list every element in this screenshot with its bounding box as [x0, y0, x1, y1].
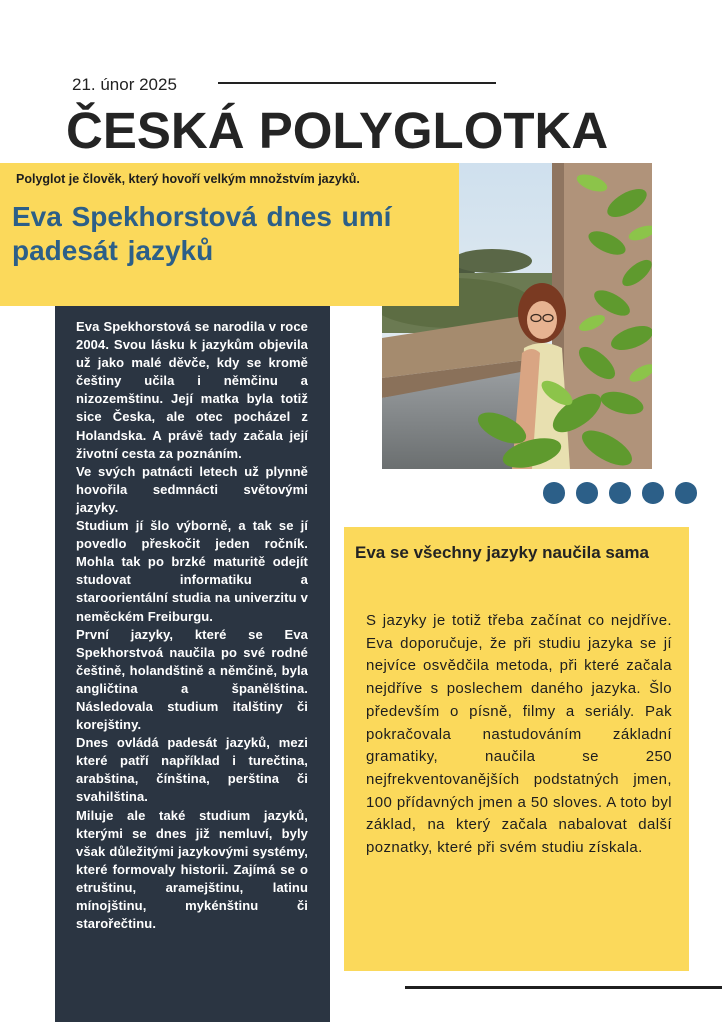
date-divider [218, 82, 496, 84]
issue-date: 21. únor 2025 [72, 75, 177, 94]
sidebar-title: Eva se všechny jazyky naučila sama [355, 543, 649, 562]
sidebar-text: S jazyky je totiž třeba začínat co nejdříve. Eva doporučuje, že při studiu jazyka se jí nejvíce osvědčila metoda, při které začala nejdříve s poslechem daného jazyka. Šlo především o písně, filmy a seriály. Pak pokračovala nastudováním základní gramatiky, naučila se 250 nejfrekventovanějších podstatných jmen, 100 přídavných jmen a 50 sloves. A toto byl základ, na který začala nabalovat další poznatky, které při svém studiu získala. [366, 612, 672, 857]
decorative-dots [543, 482, 697, 504]
article-paragraph: První jazyky, které se Eva Spekhorstvoá naučila po své rodné češtině, holandštině a němčině, byla angličtina a španělština. Následovala studium italštiny či korejštiny. [76, 626, 308, 733]
article-paragraph: Miluje ale také studium jazyků, kterými se dnes již nemluví, byly však důležitými jazykovými systémy, které formovaly historii. Zajímá se o etruštinu, aramejštinu, latinu mínojštinu, mykénštinu či starořečtinu. [76, 807, 308, 932]
article-paragraph: Eva Spekhorstová se narodila v roce 2004. Svou lásku k jazykům objevila už jako malé děvče, kdy se kromě češtiny učila i němčinu a nizozemštinu. Její matka byla totiž sice Česka, ale otec pocházel z Holandska. A právě tady začala její životní cesta za poznáním. [76, 319, 308, 461]
article-body [76, 318, 308, 933]
dot-icon [543, 482, 565, 504]
dot-icon [609, 482, 631, 504]
article-paragraph: Ve svých patnácti letech už plynně hovořila sedmnácti světovými jazyky. [76, 463, 308, 515]
article-title: Eva Spekhorstová dnes umí padesát jazyků [12, 201, 392, 266]
article-paragraph: Dnes ovládá padesát jazyků, mezi které patří například i turečtina, arabština, čínština, perština či svahilština. [76, 735, 308, 805]
dot-icon [675, 482, 697, 504]
banner-subtitle: Polyglot je člověk, který hovoří velkým množstvím jazyků. [16, 172, 360, 186]
page-headline: ČESKÁ POLYGLOTKA [66, 102, 609, 159]
dot-icon [642, 482, 664, 504]
dot-icon [576, 482, 598, 504]
footer-divider [405, 986, 722, 989]
article-paragraph: Studium jí šlo výborně, a tak se jí povedlo přeskočit jeden ročník. Mohla tak po brzké maturitě odejít studovat informatiku a staroorientální studia na univerzitu v neměckém Freiburgu. [76, 518, 308, 624]
